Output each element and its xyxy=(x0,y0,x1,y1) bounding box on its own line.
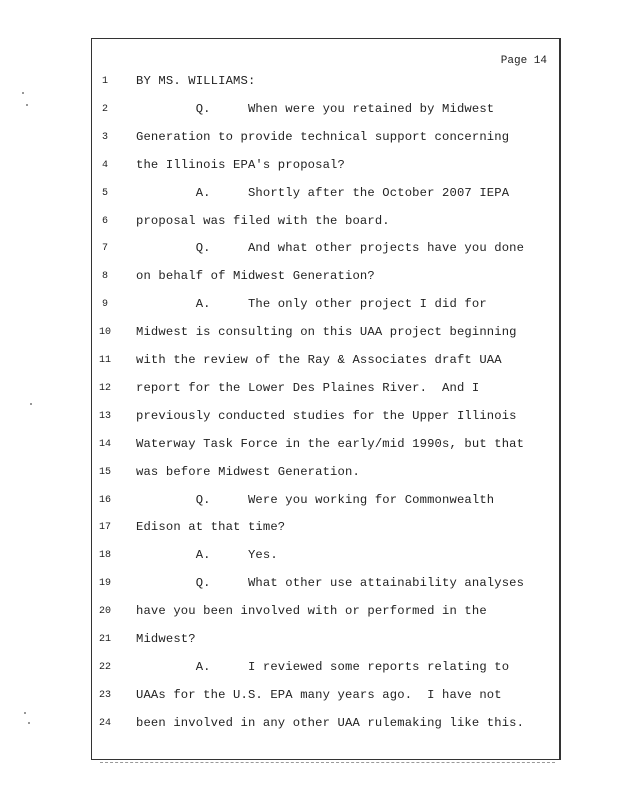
transcript-line-text: Q. And what other projects have you done xyxy=(136,241,525,256)
scan-speck xyxy=(24,712,26,714)
line-number: 8 xyxy=(101,271,108,283)
line-number: 6 xyxy=(101,215,108,227)
transcript-line-text: with the review of the Ray & Associates draft UAA xyxy=(136,353,502,367)
line-number: 9 xyxy=(101,299,108,311)
transcript-line-text: was before Midwest Generation. xyxy=(136,464,360,479)
transcript-line-text: Q. When were you retained by Midwest xyxy=(136,101,495,116)
page-number: Page 14 xyxy=(500,55,547,67)
line-number: 10 xyxy=(98,327,111,339)
line-number: 23 xyxy=(98,689,111,701)
line-number: 5 xyxy=(101,187,108,199)
line-number: 4 xyxy=(101,159,108,171)
transcript-line-text: the Illinois EPA's proposal? xyxy=(136,157,345,172)
line-number: 18 xyxy=(98,550,111,562)
scan-speck xyxy=(28,722,30,724)
transcript-line-text: report for the Lower Des Plaines River. And I xyxy=(136,380,480,395)
scan-speck xyxy=(30,403,32,405)
transcript-line-text: have you been involved with or performed in the xyxy=(136,604,487,619)
scan-speck xyxy=(22,92,24,94)
transcript-line-text: Q. Were you working for Commonwealth xyxy=(136,492,495,507)
transcript-line-text: on behalf of Midwest Generation? xyxy=(136,269,375,284)
line-number: 17 xyxy=(98,522,111,534)
transcript-line-text: Q. What other use attainability analyses xyxy=(136,576,525,591)
line-number: 11 xyxy=(98,355,111,366)
line-number: 24 xyxy=(98,717,111,729)
line-number: 16 xyxy=(98,494,111,506)
transcript-line-text: Generation to provide technical support concerning xyxy=(136,129,510,144)
line-number: 2 xyxy=(101,103,108,115)
transcript-line-text: A. Shortly after the October 2007 IEPA xyxy=(136,185,510,200)
scan-noise-line xyxy=(100,762,555,764)
transcript-line-text: BY MS. WILLIAMS: xyxy=(136,74,256,88)
line-number: 14 xyxy=(98,438,111,450)
transcript-line-text: UAAs for the U.S. EPA many years ago. I have not xyxy=(136,687,502,702)
line-number: 1 xyxy=(101,76,108,87)
line-number: 13 xyxy=(98,410,111,422)
transcript-line-text: Edison at that time? xyxy=(136,520,286,535)
line-number: 15 xyxy=(98,466,111,478)
line-number: 19 xyxy=(98,578,111,590)
line-number: 7 xyxy=(101,243,108,255)
line-number: 20 xyxy=(98,606,111,618)
transcript-line-text: Waterway Task Force in the early/mid 1990s, but that xyxy=(136,436,525,451)
transcript-line-text: Midwest? xyxy=(136,632,196,646)
transcript-line-text: proposal was filed with the board. xyxy=(136,213,390,228)
transcript-line-text: A. I reviewed some reports relating to xyxy=(136,659,510,674)
line-number: 22 xyxy=(98,661,111,673)
transcript-line-text: previously conducted studies for the Upper Illinois xyxy=(136,408,517,423)
transcript-line-text: been involved in any other UAA rulemaking like this. xyxy=(136,715,525,730)
line-number: 3 xyxy=(101,131,108,143)
scan-speck xyxy=(26,104,28,106)
line-number: 21 xyxy=(98,634,111,645)
line-number: 12 xyxy=(98,382,111,394)
transcript-line-text: Midwest is consulting on this UAA project beginning xyxy=(136,325,517,340)
transcript-line-text: A. The only other project I did for xyxy=(136,297,487,312)
transcript-page-frame xyxy=(91,38,561,760)
transcript-line-text: A. Yes. xyxy=(136,548,278,563)
